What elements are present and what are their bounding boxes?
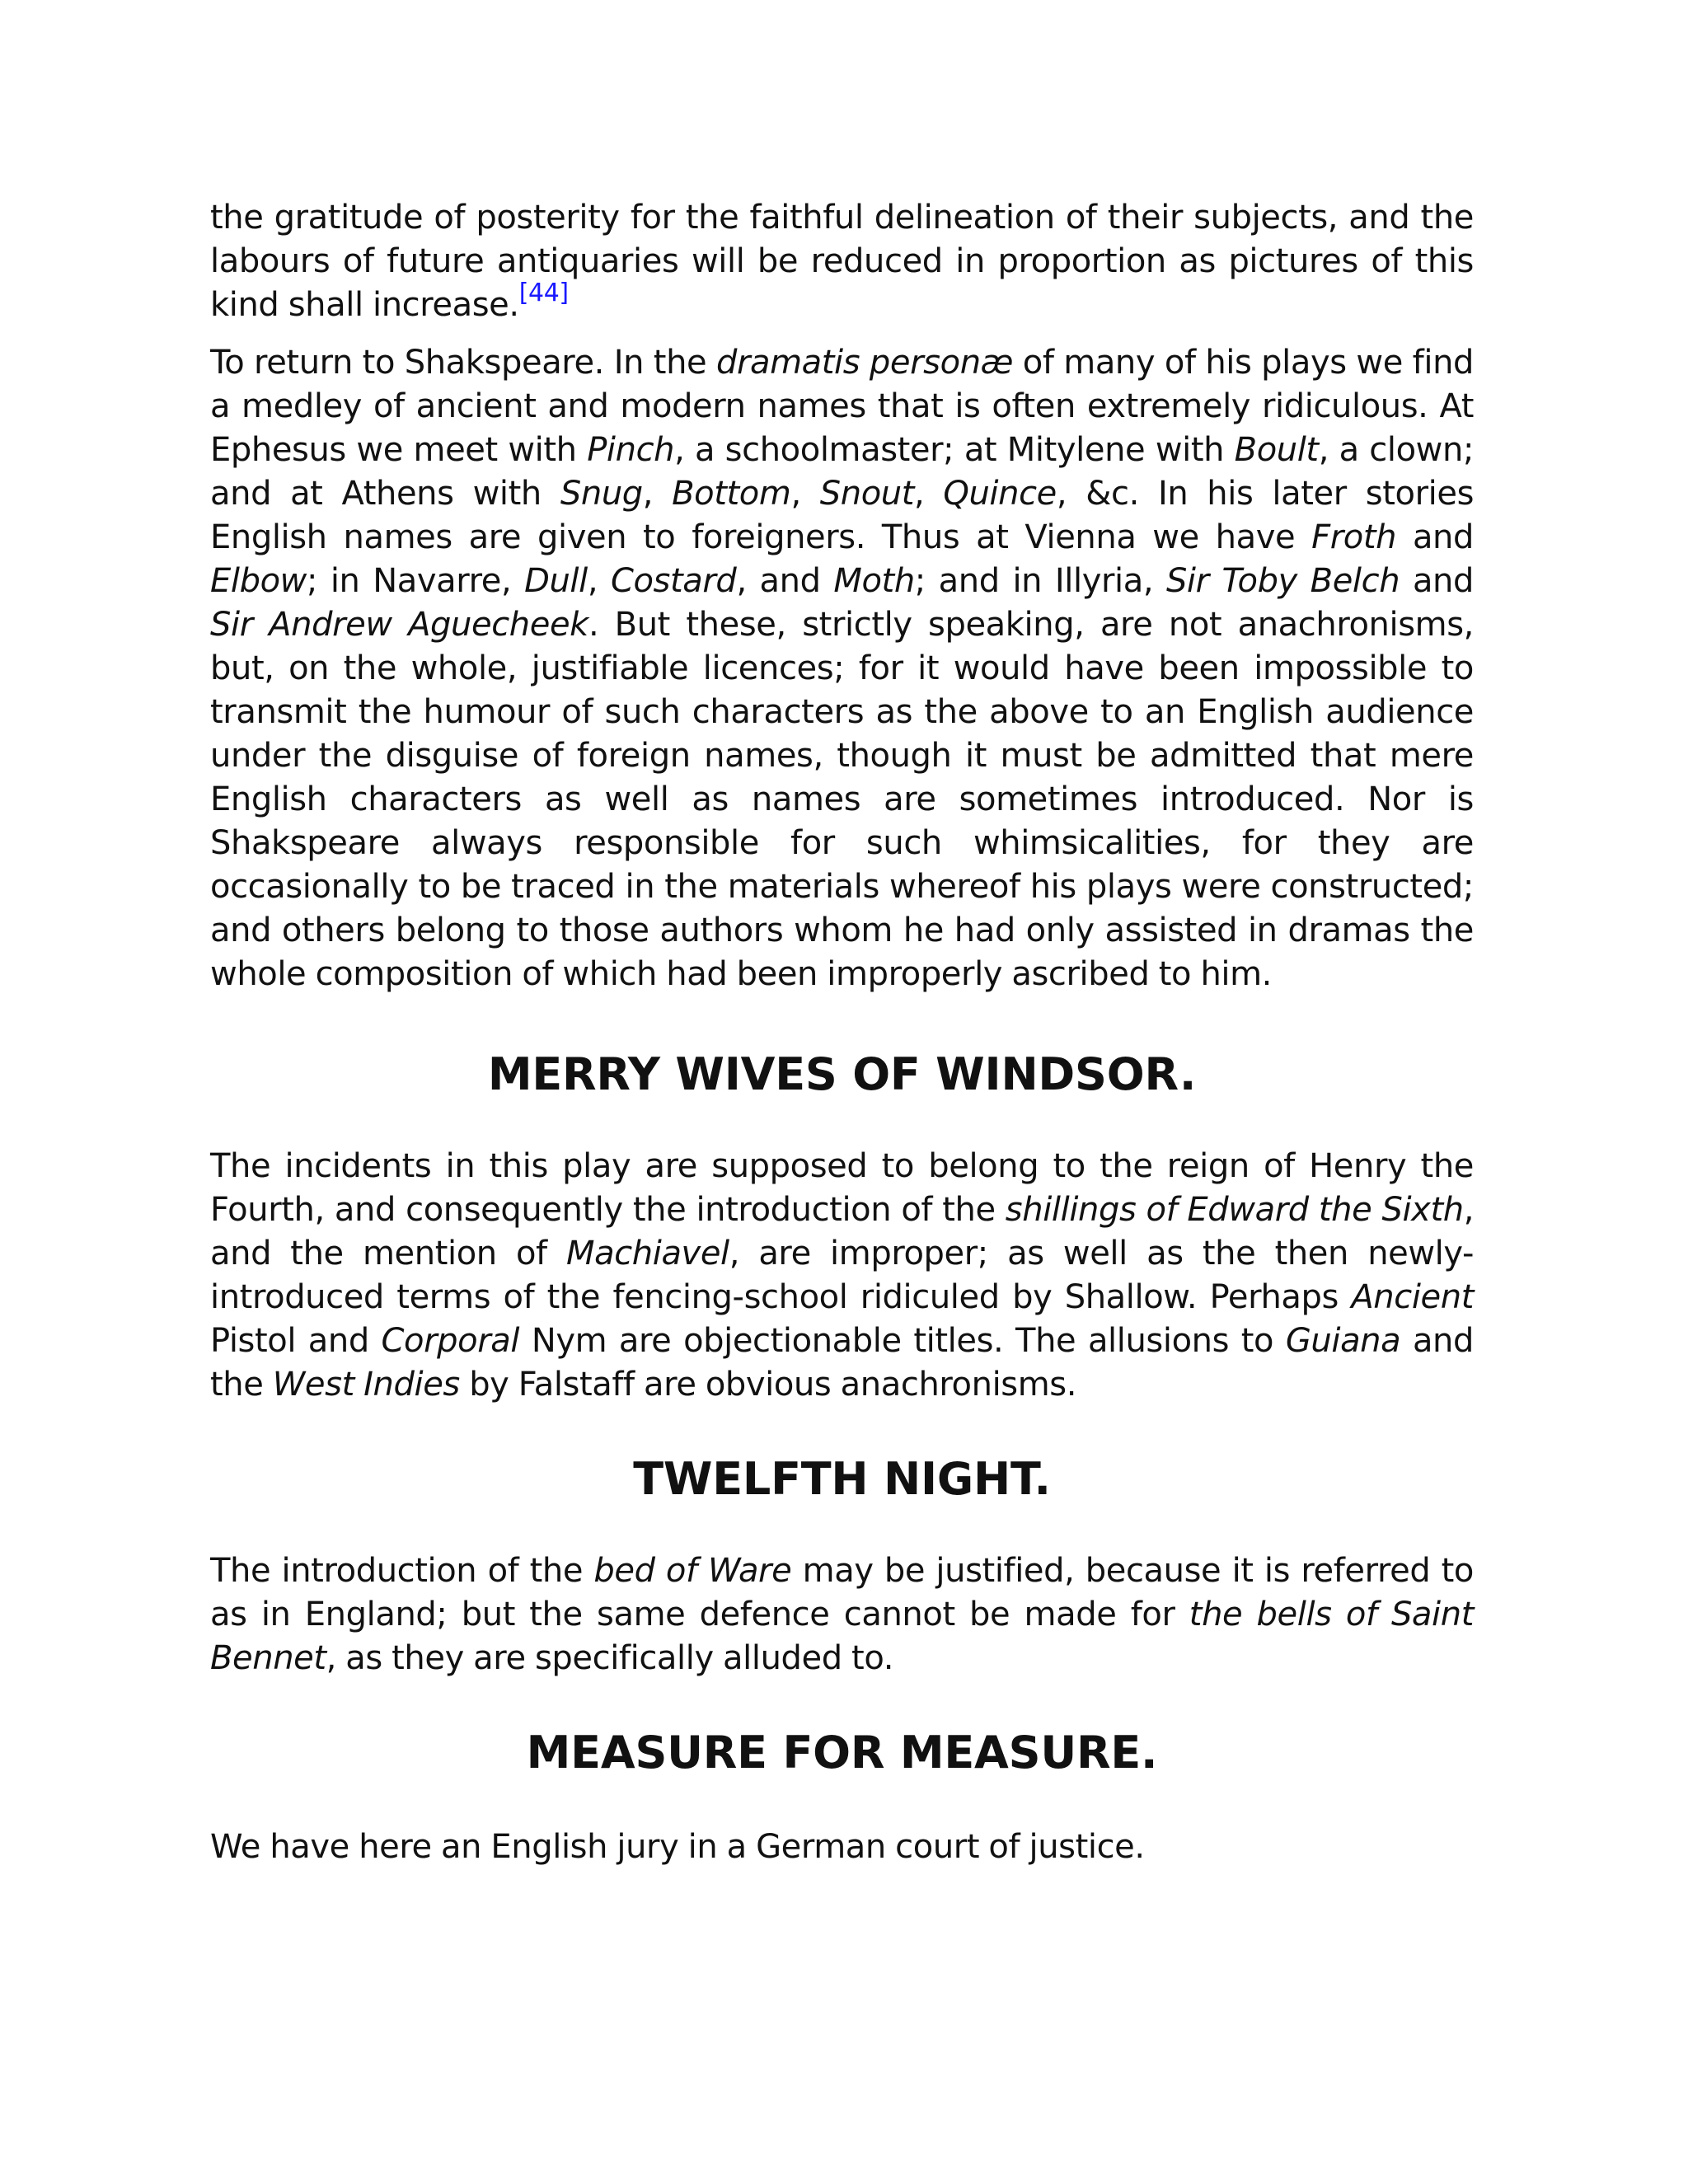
text-run: . But these, strictly speaking, are not anachronisms, but, on the whole, justifiable licences; for it would have been impossible to transmit the humour of such characters as the above to an English audience under the disguise of foreign names, though it must be admitted that mere English characters as well as names are sometimes introduced. Nor is Shakspeare always responsible for such whimsicalities, for they are occasionally to be traced in the materials whereof his plays were constructed; and others belong to those authors whom he had only assisted in dramas the whole composition of which had been improperly ascribed to him.: [210, 606, 1474, 993]
text-run: , a schoolmaster; at Mitylene with: [674, 431, 1235, 469]
text-run: of many of his plays we find a medley of ancient and modern names that is often extremely ridiculous. At Ephesus we meet with: [210, 344, 1475, 469]
italic-term: bed of Ware: [593, 1552, 792, 1590]
italic-term: Snout: [819, 475, 915, 513]
italic-term: Snug: [560, 475, 643, 513]
text-run: , are improper; as well as the then newly-introduced terms of the fencing-school ridiculed by Shallow. Perhaps: [210, 1235, 1474, 1316]
text-run: , and the mention of: [210, 1191, 1475, 1272]
italic-term: Machiavel: [565, 1235, 729, 1272]
text-run: and: [1400, 562, 1474, 600]
italic-term: Guiana: [1285, 1322, 1401, 1360]
text-run: To return to Shakspeare. In the: [210, 344, 716, 382]
italic-term: the bells of Saint Bennet: [210, 1596, 1474, 1677]
italic-term: Sir Toby Belch: [1165, 562, 1400, 600]
text-run: , &c. In his later stories English names are given to foreigners. Thus at Vienna we have: [210, 475, 1475, 556]
italic-term: Quince: [943, 475, 1057, 513]
text-run: , and: [736, 562, 834, 600]
italic-term: Corporal: [381, 1322, 520, 1360]
text-run: , as they are specifically alluded to.: [326, 1639, 894, 1677]
text-run: may be justified, because it is referred to as in England; but the same defence cannot be made for: [210, 1552, 1475, 1633]
section-heading-measure-for-measure: MEASURE FOR MEASURE.: [526, 1727, 1158, 1779]
text-run: and the: [210, 1322, 1475, 1404]
italic-term: Froth: [1311, 518, 1397, 556]
section-heading-twelfth-night: TWELFTH NIGHT.: [633, 1453, 1051, 1505]
italic-term: Moth: [833, 562, 915, 600]
italic-term: Ancient: [1351, 1278, 1474, 1316]
text-run: , a clown; and at Athens with: [210, 431, 1475, 513]
text-run: and: [1396, 518, 1475, 556]
measure-paragraph: We have here an English jury in a German court of justice.: [210, 1828, 1145, 1866]
italic-term: Sir Andrew Aguecheek: [210, 606, 588, 644]
italic-term: Dull: [524, 562, 588, 600]
italic-term: dramatis personæ: [715, 344, 1014, 382]
text-run: ,: [790, 475, 820, 513]
document-page: [210, 196, 1474, 1869]
names-paragraph: [210, 341, 1474, 996]
text-run: ,: [587, 562, 611, 600]
twelfth-night-paragraph: [210, 1549, 1474, 1680]
intro-paragraph: [210, 196, 1474, 327]
italic-term: West Indies: [272, 1366, 460, 1404]
text-run: The incidents in this play are supposed to belong to the reign of Henry the Fourth, and consequently the introduction of the: [210, 1147, 1474, 1229]
text-run: ; and in Illyria,: [914, 562, 1166, 600]
italic-term: Costard: [610, 562, 737, 600]
italic-term: Elbow: [210, 562, 307, 600]
section-heading-merry-wives: MERRY WIVES OF WINDSOR.: [487, 1048, 1197, 1100]
italic-term: Pinch: [587, 431, 675, 469]
text-run: Nym are objectionable titles. The allusions to: [519, 1322, 1286, 1360]
italic-term: shillings of Edward the Sixth: [1005, 1191, 1464, 1229]
text-run: by Falstaff are obvious anachronisms.: [459, 1366, 1077, 1404]
text-run: ,: [914, 475, 944, 513]
text-run: ; in Navarre,: [306, 562, 525, 600]
intro-text: the gratitude of posterity for the faithful delineation of their subjects, and the labours of future antiquaries will be reduced in proportion as pictures of this kind shall increase.: [210, 199, 1474, 324]
italic-term: Boult: [1234, 431, 1319, 469]
text-run: ,: [642, 475, 673, 513]
text-run: Pistol and: [210, 1322, 382, 1360]
italic-term: Bottom: [672, 475, 791, 513]
merry-wives-paragraph: [210, 1145, 1474, 1407]
text-run: The introduction of the: [210, 1552, 594, 1590]
footnote-link-44[interactable]: [44]: [518, 278, 569, 307]
